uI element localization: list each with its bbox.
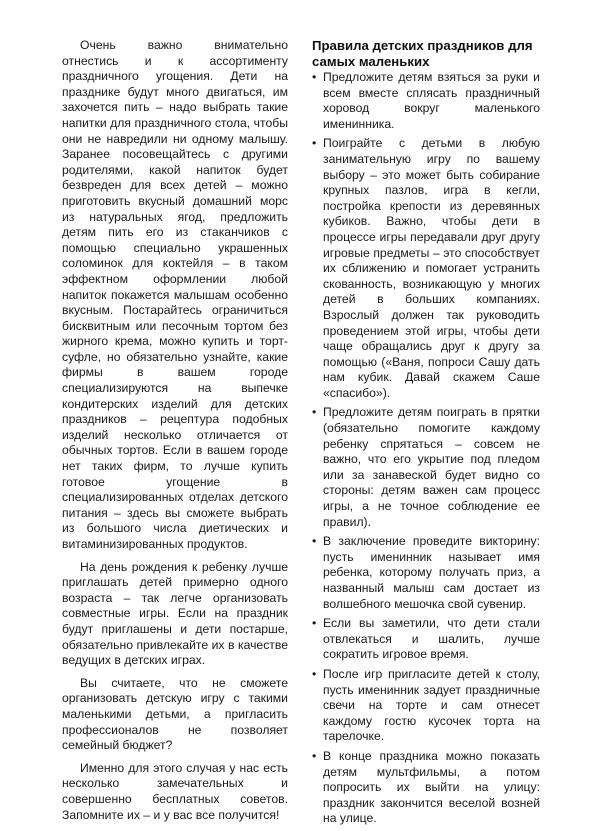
list-item-text: После игр пригласите детей к столу, пусть именинник задует праздничные свечи на торте и сам отнесет каждому гостю кусочек торта на тарелочке. — [323, 666, 540, 744]
paragraph-guest-age: На день рождения к ребенку лучше приглашать детей примерно одного возраста – так легче организовать совместные игры. Если на праздник будут приглашены и дети постарше, обязательно привлекайте их в качестве ведущих в детских играх. — [62, 559, 288, 668]
bullet-icon: • — [312, 136, 317, 151]
bullet-icon: • — [312, 405, 317, 420]
list-item-text: В заключение проведите викторину: пусть именинник называет имя ребенка, которому получать приз, а названный малыш сам достает из волшебного мешочка свой сувенир. — [323, 534, 540, 611]
bullet-icon: • — [312, 70, 317, 84]
paragraph-question: Вы считаете, что не сможете организовать детскую игру с такими маленькими детьми, а пригласить профессионалов не позволяет семейный бюджет? — [62, 675, 288, 753]
left-column — [62, 38, 288, 830]
right-column — [312, 38, 540, 831]
list-item-text: В конце праздника можно показать детям мультфильмы, а потом попросить их выйти на улицу: праздник закончится веселой возней на улице. — [323, 748, 540, 826]
list-item-text: Если вы заметили, что дети стали отвлекаться и шалить, лучше сократить игровое время. — [323, 616, 540, 662]
bullet-icon: • — [312, 616, 317, 631]
paragraph-refreshments: Очень важно внимательно отнестись и к ассортименту праздничного угощения. Дети на празднике будут много двигаться, им захочется пить – надо выбрать такие напитки для праздничного стола, чтобы они не навредили ни одному малышу. Заранее посовещайтесь с другими родителями, какой напиток будет безвреден для всех детей – можно приготовить вкусный домашний морс из натуральных ягод, предложить детям пить его из стаканчиков с помощью специально украшенных соломинок для коктейля – в таком эффектном оформлении любой напиток покажется малышам особенно вкусным. Постарайтесь ограничиться бисквитным или песочным тортом без жирного крема, можно купить и торт-суфле, но обязательно узнайте, какие фирмы в вашем городе специализируются на выпечке кондитерских изделий для детских праздников – рецептура подобных изделий несколько отличается от обычных тортов. Если в вашем городе нет таких фирм, то лучше купить готовое угощение в специализированных отделах детского питания – здесь вы сможете выбрать из большого числа диетических и витаминизированных продуктов. — [62, 38, 288, 551]
bullet-icon: • — [312, 666, 317, 681]
list-item — [312, 749, 540, 827]
list-item-text: Поиграйте с детьми в любую занимательную игру по вашему выбору – это может быть собирание крупных пазлов, игра в кегли, постройка крепости из деревянных кубиков. Важно, чтобы дети в процессе игры передавали друг другу игровые предметы – это способствует их сближению и помогает устранить скованность, возникающую у многих детей в больших компаниях. Взрослый должен так руководить проведением этой игры, чтобы дети чаще обращались друг к другу за помощью («Ваня, попроси Сашу дать нам кубик. Давай скажем Саше «спасибо»). — [323, 136, 540, 400]
list-item-text: Предложите детям взяться за руки и всем вместе сплясать праздничный хоровод вокруг маленького именинника. — [323, 70, 540, 131]
list-item — [312, 534, 540, 612]
paragraph-advice-intro: Именно для этого случая у нас есть несколько замечательных и совершенно бесплатных советов. Запомните их – и у вас все получится! — [62, 760, 288, 822]
list-item — [312, 70, 540, 132]
list-item — [312, 667, 540, 745]
list-item-text: Предложите детям поиграть в прятки (обязательно помогите каждому ребенку спрятаться – совсем не важно, что его укрытие под пледом или за занавеской будет видно со стороны: детям важен сам процесс игры, а не точное соблюдение ее правил). — [323, 405, 540, 529]
section-heading: Правила детских праздников для самых маленьких — [312, 38, 533, 69]
rules-list — [312, 70, 540, 827]
bullet-icon: • — [312, 748, 317, 763]
list-item — [312, 405, 540, 530]
list-item — [312, 616, 540, 663]
bullet-icon: • — [312, 534, 317, 549]
list-item — [312, 136, 540, 401]
